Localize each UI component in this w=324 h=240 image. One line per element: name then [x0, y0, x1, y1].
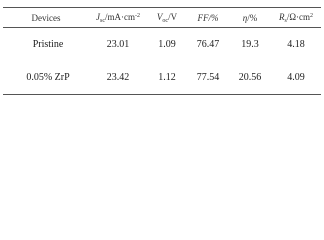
cell-eta: 19.3 [241, 39, 259, 50]
header-ff-label: FF/% [197, 12, 219, 23]
header-eta-symbol: η [242, 12, 248, 23]
header-jsc-unit: /mA·cm [105, 11, 135, 22]
cell-eta: 20.56 [238, 72, 262, 83]
header-eta [229, 8, 271, 28]
header-row [3, 8, 321, 28]
cell-rs: 4.18 [287, 39, 305, 50]
header-jsc-exp: -2 [135, 12, 140, 19]
table-header [3, 8, 321, 28]
cell-jsc: 23.01 [106, 39, 130, 50]
table-row [3, 61, 321, 95]
header-rs-sub: s [284, 17, 287, 24]
device-performance-table [3, 7, 321, 95]
results-table-container [3, 7, 321, 95]
header-eta-unit: /% [247, 12, 258, 23]
header-voc-sub: oc [162, 17, 169, 24]
header-jsc-symbol: J [96, 11, 100, 22]
header-jsc-sub: sc [100, 17, 105, 24]
header-devices [3, 8, 89, 28]
header-voc-unit: /V [168, 11, 178, 22]
header-rs-symbol: R [278, 11, 285, 22]
header-jsc [89, 8, 147, 28]
cell-ff: 76.47 [196, 39, 220, 50]
header-rs-unit: /Ω·cm [286, 11, 311, 22]
header-devices-label: Devices [31, 12, 61, 23]
cell-device: 0.05% ZrP [26, 72, 70, 83]
table-row [3, 28, 321, 62]
cell-voc: 1.12 [158, 72, 176, 83]
header-rs-exp: 2 [310, 12, 314, 19]
header-ff [187, 8, 229, 28]
header-voc [147, 8, 187, 28]
header-rs [271, 8, 321, 28]
cell-rs: 4.09 [287, 72, 305, 83]
cell-voc: 1.09 [158, 39, 176, 50]
header-voc-symbol: V [156, 11, 163, 22]
table-body [3, 28, 321, 95]
cell-ff: 77.54 [196, 72, 220, 83]
cell-jsc: 23.42 [106, 72, 130, 83]
cell-device: Pristine [32, 39, 64, 50]
